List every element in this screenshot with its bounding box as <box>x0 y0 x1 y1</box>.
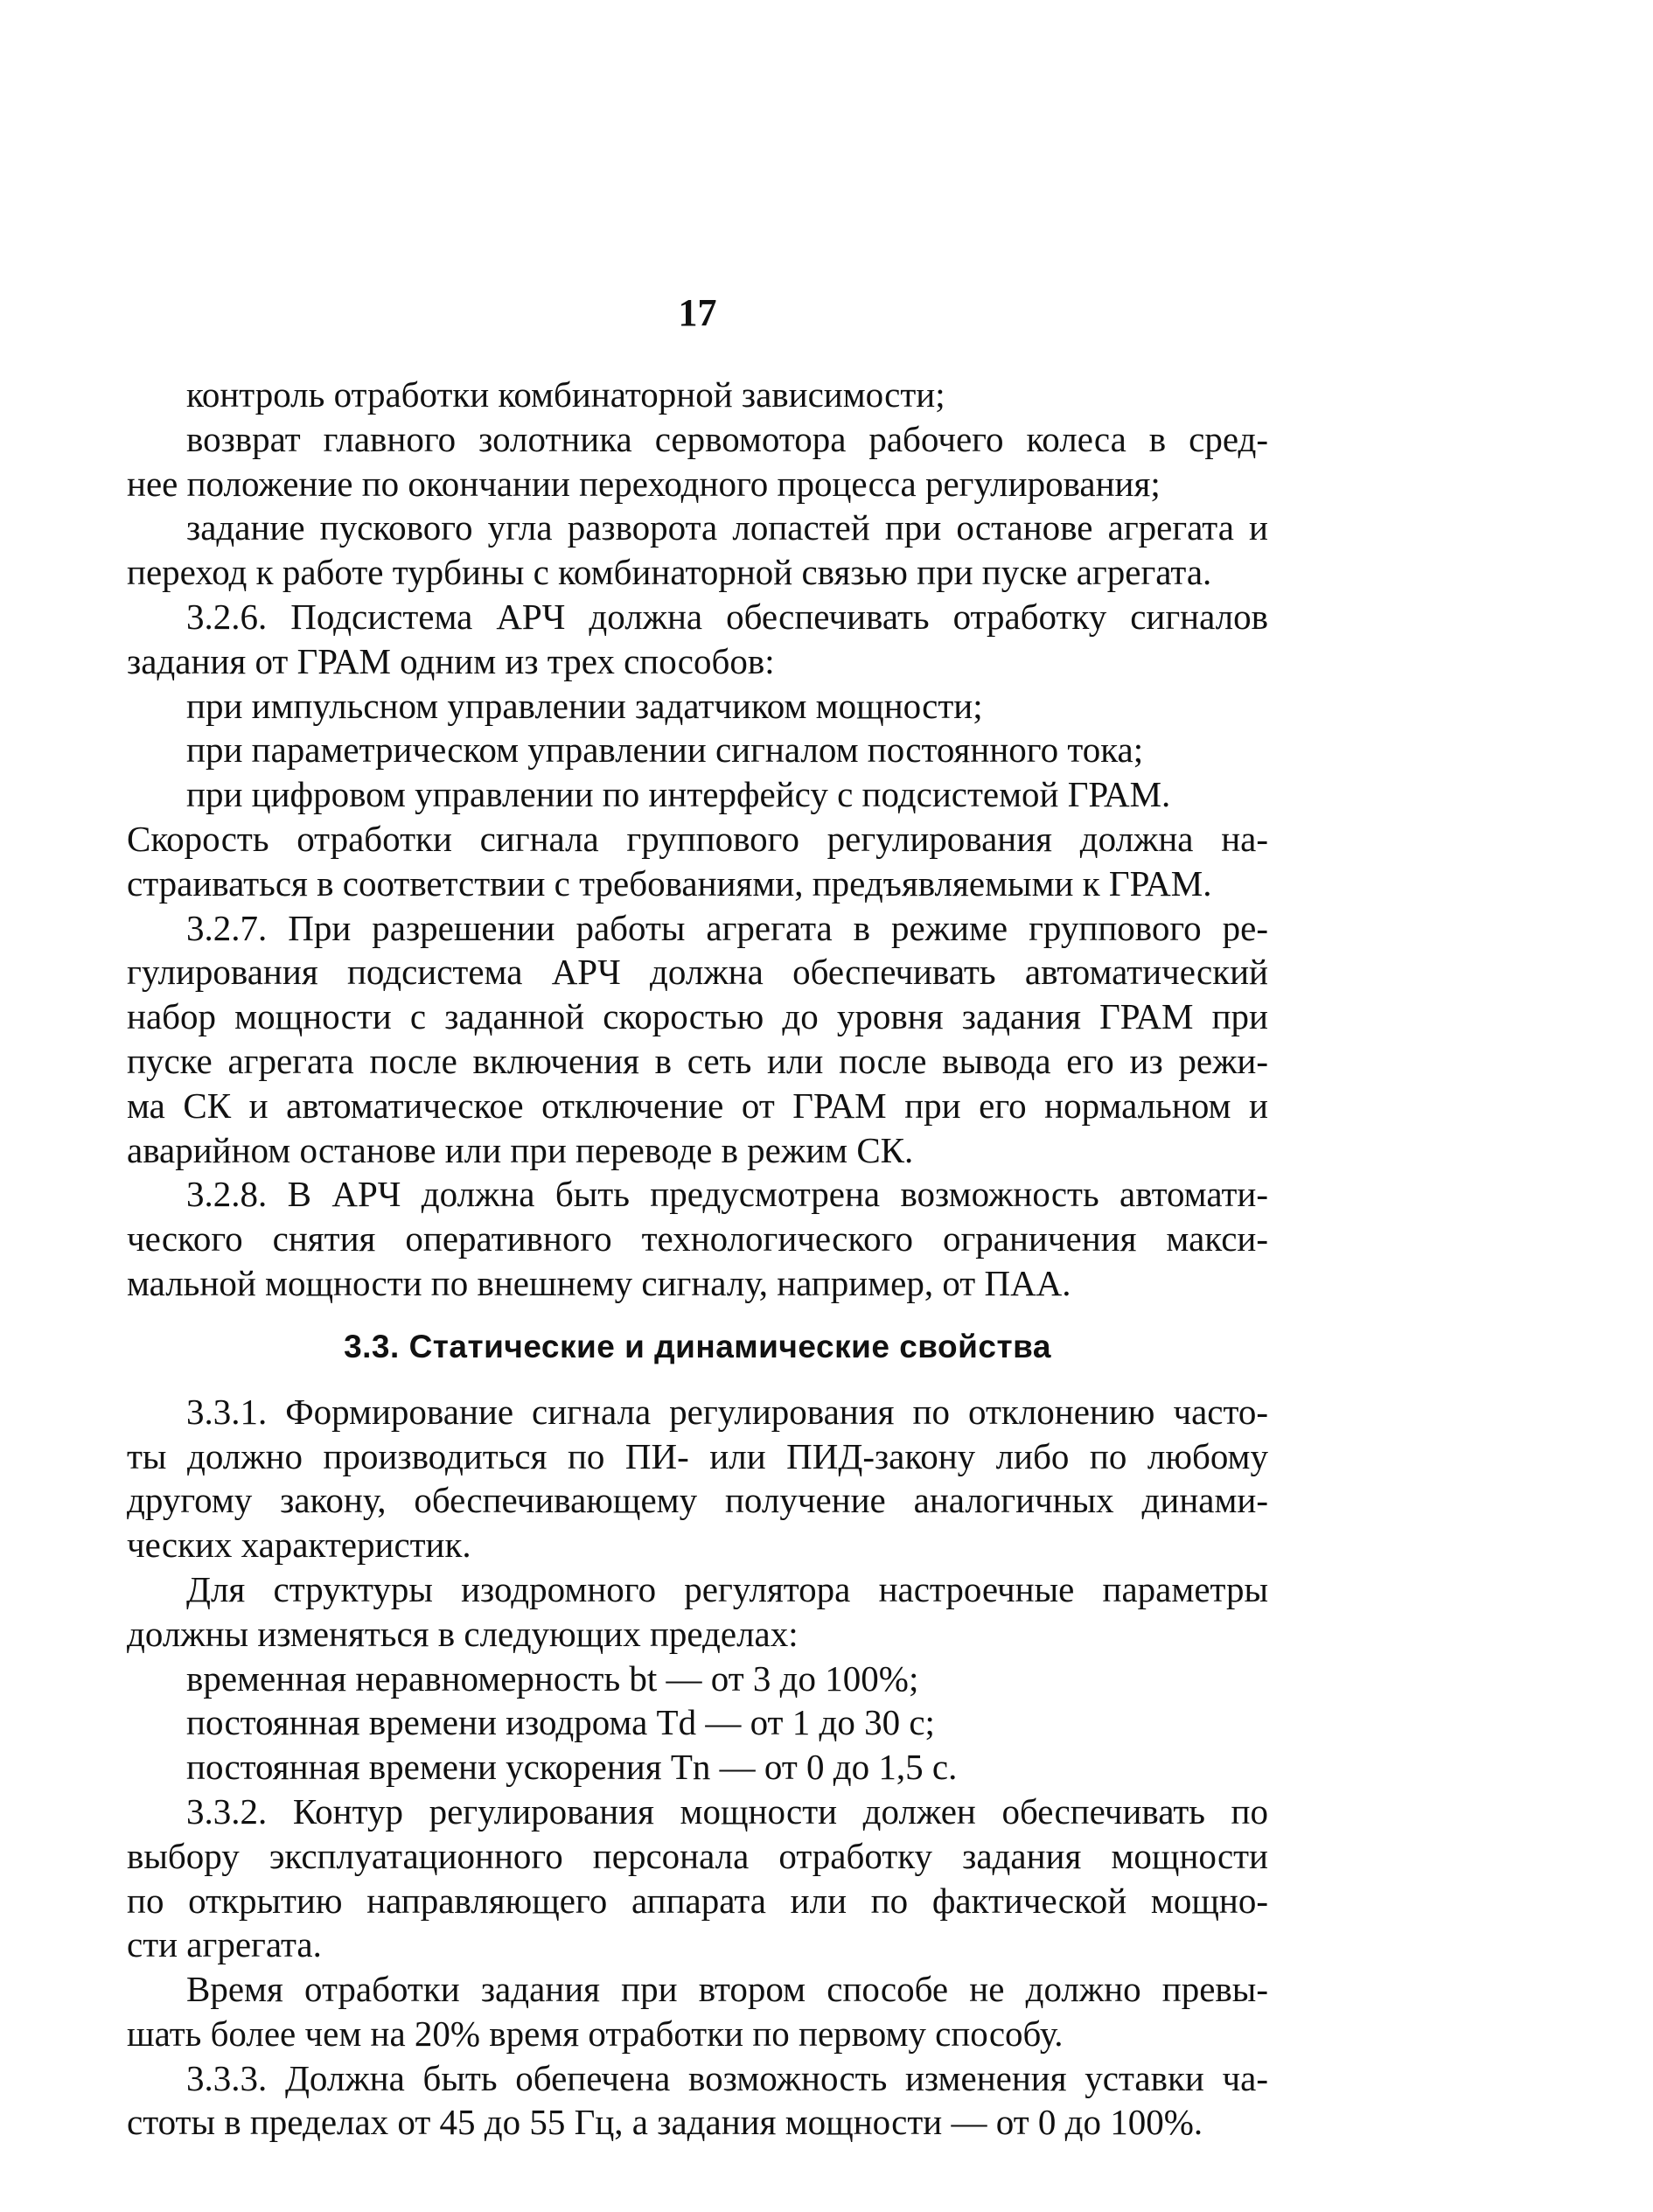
text-line: ма СК и автоматическое отключение от ГРАМ при его нормальном и <box>127 1085 1268 1126</box>
text-line: постоянная времени изодрома Td — от 1 до 30 с; <box>186 1702 935 1743</box>
text-line: ческих характеристик. <box>127 1525 471 1566</box>
text-line: при цифровом управлении по интерфейсу с подсистемой ГРАМ. <box>186 774 1171 815</box>
text-line: 3.3.1. Формирование сигнала регулирования по отклонению часто- <box>186 1391 1268 1432</box>
text-line: мальной мощности по внешнему сигналу, например, от ПАА. <box>127 1262 1071 1303</box>
text-line: гулирования подсистема АРЧ должна обеспечивать автоматический <box>127 952 1268 993</box>
text-line: аварийном останове или при переводе в режим СК. <box>127 1129 914 1170</box>
text-line: 3.2.8. В АРЧ должна быть предусмотрена возможность автомати- <box>186 1174 1268 1215</box>
text-line: ты должно производиться по ПИ- или ПИД-закону либо по любому <box>127 1435 1268 1476</box>
text-block-section-3-3 <box>127 1390 1268 2146</box>
text-line: постоянная времени ускорения Tn — от 0 до 1,5 с. <box>186 1747 958 1788</box>
text-line: выбору эксплуатационного персонала отработку задания мощности <box>127 1835 1268 1876</box>
text-line: ческого снятия оперативного технологического ограничения макси- <box>127 1218 1268 1260</box>
text-line: задания от ГРАМ одним из трех способов: <box>127 640 775 681</box>
text-line: 3.3.2. Контур регулирования мощности должен обеспечивать по <box>186 1790 1268 1832</box>
document-page <box>127 289 1268 2145</box>
text-line: другому закону, обеспечивающему получение аналогичных динами- <box>127 1480 1268 1521</box>
text-line: должны изменяться в следующих пределах: <box>127 1613 799 1654</box>
text-line: нее положение по окончании переходного процесса регулирования; <box>127 463 1161 504</box>
text-line: страиваться в соответствии с требованиями, предъявляемыми к ГРАМ. <box>127 862 1212 904</box>
text-line: возврат главного золотника сервомотора рабочего колеса в сред- <box>186 418 1268 459</box>
text-line: пуске агрегата после включения в сеть или после вывода его из режи- <box>127 1040 1268 1081</box>
text-line: набор мощности с заданной скоростью до уровня задания ГРАМ при <box>127 996 1268 1037</box>
text-line: сти агрегата. <box>127 1924 322 1965</box>
text-line: Для структуры изодромного регулятора настроечные параметры <box>186 1568 1268 1609</box>
text-line: 3.2.7. При разрешении работы агрегата в режиме группового ре- <box>186 907 1268 948</box>
text-line: стоты в пределах от 45 до 55 Гц, а задания мощности — от 0 до 100%. <box>127 2102 1203 2143</box>
text-line: по открытию направляющего аппарата или по фактической мощно- <box>127 1880 1268 1921</box>
text-line: при параметрическом управлении сигналом постоянного тока; <box>186 729 1144 771</box>
text-line: временная неравномерность bt — от 3 до 100%; <box>186 1657 919 1699</box>
text-line: переход к работе турбины с комбинаторной связью при пуске агрегата. <box>127 552 1212 593</box>
page-number: 17 <box>678 291 717 334</box>
text-line: 3.2.6. Подсистема АРЧ должна обеспечивать отработку сигналов <box>186 596 1268 637</box>
section-heading: 3.3. Статические и динамические свойства <box>344 1328 1051 1364</box>
text-line: при импульсном управлении задатчиком мощности; <box>186 685 983 726</box>
text-line: контроль отработки комбинаторной зависимости; <box>186 374 945 415</box>
text-line: Время отработки задания при втором способе не должно превы- <box>186 1969 1268 2010</box>
text-block-section-3-2 <box>127 373 1268 1306</box>
text-line: задание пускового угла разворота лопастей при останове агрегата и <box>186 507 1268 548</box>
text-line: 3.3.3. Должна быть обепечена возможность изменения уставки ча- <box>186 2057 1268 2098</box>
text-line: Скорость отработки сигнала группового регулирования должна на- <box>127 818 1268 859</box>
text-line: шать более чем на 20% время отработки по первому способу. <box>127 2013 1064 2054</box>
